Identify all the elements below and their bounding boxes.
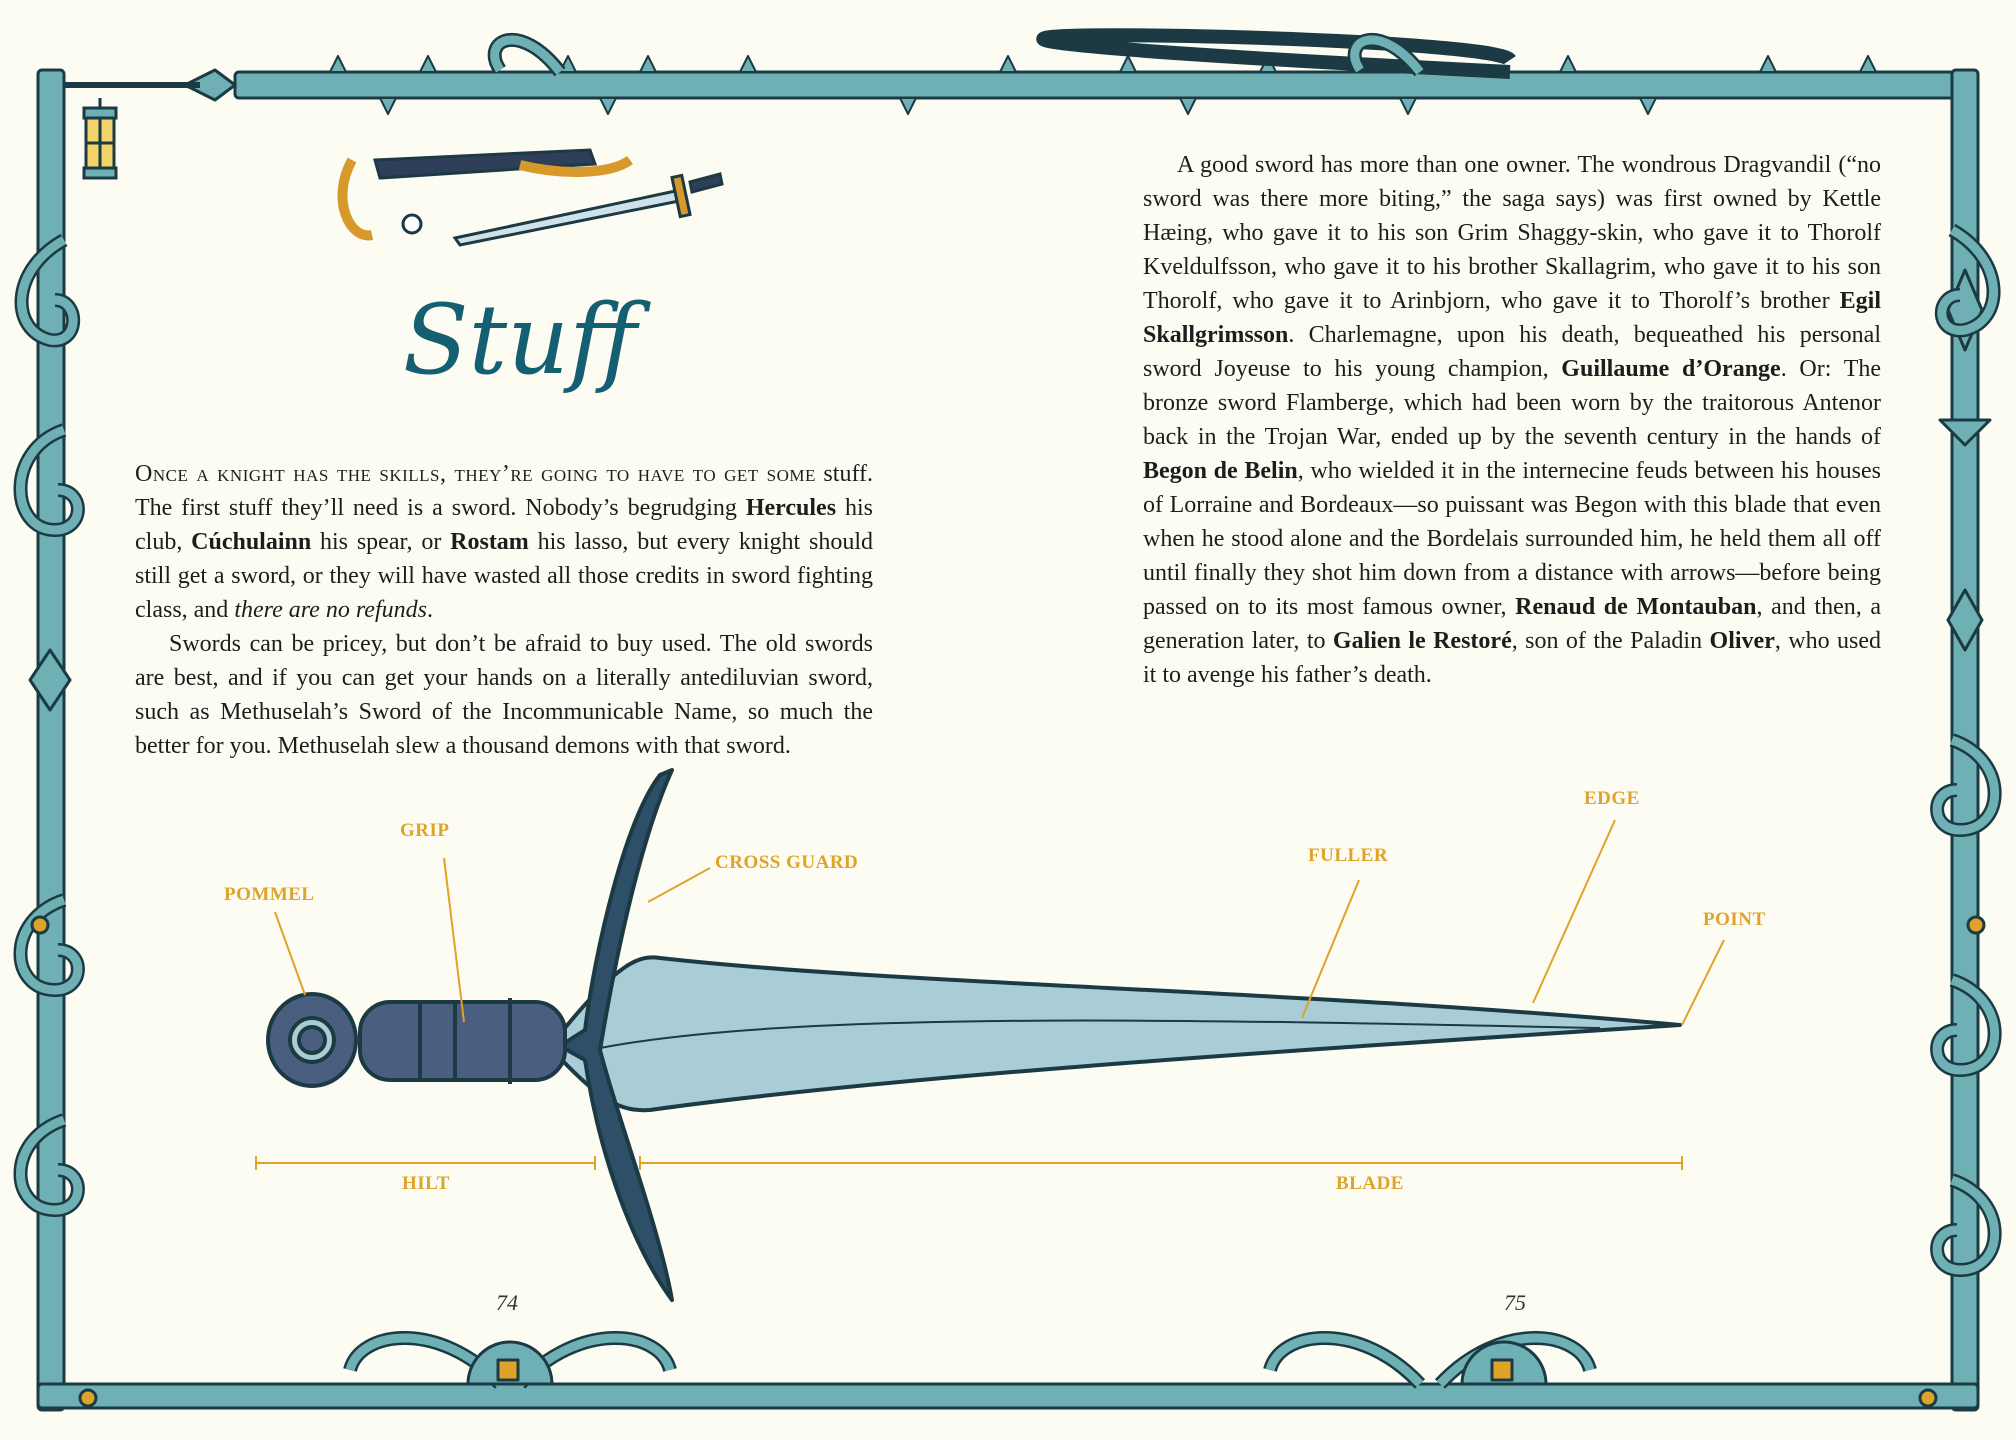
- text-run: , who used it to avenge his father’s death.: [1143, 628, 1882, 688]
- label-grip: GRIP: [400, 820, 450, 841]
- name-guillaume: Guillaume d’Orange: [1561, 356, 1781, 382]
- text-run: stuff. The first stuff they’ll need is a sword. Nobody’s begrudging: [135, 461, 873, 521]
- text-run: , son of the Paladin: [1511, 628, 1710, 654]
- text-run: his spear, or: [311, 529, 451, 555]
- label-blade: BLADE: [1336, 1173, 1404, 1194]
- name-hercules: Hercules: [745, 495, 837, 521]
- label-cross-guard: CROSS GUARD: [715, 852, 859, 873]
- right-paragraph: [1143, 148, 1881, 692]
- italic-run: there are no refunds: [234, 597, 427, 623]
- name-rostam: Rostam: [450, 529, 529, 555]
- name-cuchulainn: Cúchulainn: [191, 529, 312, 555]
- left-paragraph-2: Swords can be pricey, but don’t be afraid to buy used. The old swords are best, and if you can get your hands on a literally antediluvian sword, such as Methuselah’s Sword of the Incommunicable Name, so much the better for you. Methuselah slew a thousand demons with that sword.: [135, 631, 873, 759]
- left-paragraph-1: [135, 457, 873, 627]
- name-renaud: Renaud de Montauban: [1515, 594, 1757, 620]
- lead-in: Once a knight has the skills, they’re going to have to get some: [135, 461, 816, 487]
- text-run: .: [426, 597, 433, 623]
- text-run: , who wielded it in the internecine feuds between his houses of Lorraine and Bordeaux—so puissant was Begon with this blade that even when he stood alone and the Bordelais surrounded him, he held them all off until finally they shot him down from a distance with arrows—before being passed on to its most famous owner,: [1143, 458, 1882, 620]
- section-heading: Stuff: [402, 284, 638, 396]
- page-number-right: 75: [1504, 1290, 1526, 1315]
- label-hilt: HILT: [402, 1173, 450, 1194]
- text-run: . Or: The bronze sword Flamberge, which had been worn by the traitorous Antenor back in the Trojan War, ended up by the seventh century in the hands of: [1143, 356, 1882, 450]
- sword-diagram: [268, 770, 1680, 1300]
- name-galien: Galien le Restoré: [1332, 628, 1512, 654]
- text-run: A good sword has more than one owner. The wondrous Dragvandil (“no sword was there more biting,” the saga says) was first owned by Kettle Hæing, who gave it to his son Grim Shaggy-skin, who gave it to Thorolf Kveldulfsson, who gave it to his brother Skallagrim, who gave it to his son Thorolf, who gave it to Arinbjorn, who gave it to Thorolf’s brother: [1143, 152, 1881, 314]
- scabbard-illustration: [342, 150, 630, 235]
- label-pommel: POMMEL: [224, 884, 315, 905]
- name-egil: Egil Skallgrimsson: [1143, 288, 1881, 348]
- lantern-icon: [84, 98, 116, 178]
- name-begon: Begon de Belin: [1143, 458, 1298, 484]
- label-fuller: FULLER: [1308, 845, 1389, 866]
- name-oliver: Oliver: [1709, 628, 1775, 654]
- text-run: . Charlemagne, upon his death, bequeathed his personal sword Joyeuse to his young champion,: [1143, 322, 1881, 382]
- text-run: , and then, a generation later, to: [1143, 594, 1882, 654]
- text-run: his lasso, but every knight should still get a sword, or they will have wasted all those credits in sword fighting class, and: [135, 529, 873, 623]
- right-column: [1143, 148, 1881, 692]
- page-number-left: 74: [496, 1290, 518, 1315]
- label-edge: EDGE: [1584, 788, 1640, 809]
- left-column: [135, 457, 873, 763]
- sword-illustration: [455, 174, 722, 245]
- text-run: his club,: [135, 495, 873, 555]
- label-point: POINT: [1703, 909, 1766, 930]
